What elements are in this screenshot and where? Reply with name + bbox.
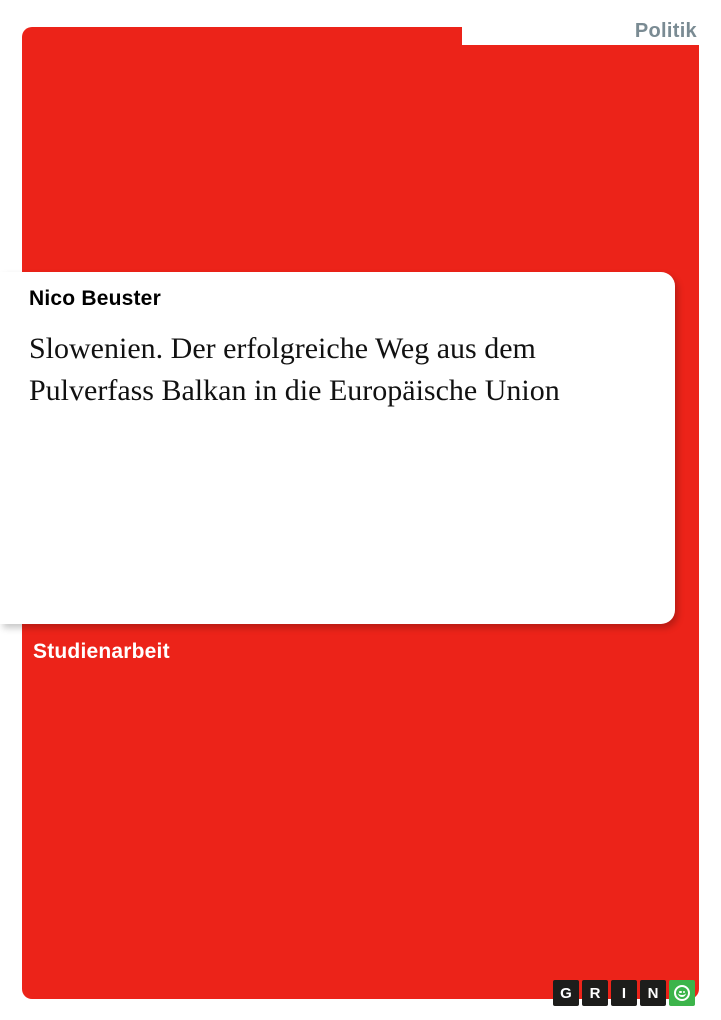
title-card: [0, 272, 675, 624]
category-label: Politik: [634, 20, 697, 42]
grin-publisher-logo: [553, 980, 695, 1006]
logo-letter-g: G: [553, 980, 579, 1006]
smiley-icon: [669, 980, 695, 1006]
document-type-label: Studienarbeit: [33, 640, 170, 663]
logo-letter-n: N: [640, 980, 666, 1006]
logo-letter-i: I: [611, 980, 637, 1006]
author-name: Nico Beuster: [29, 287, 161, 310]
logo-letter-r: R: [582, 980, 608, 1006]
page-title: Slowenien. Der erfolgreiche Weg aus dem Pulverfass Balkan in die Europäische Union: [29, 332, 560, 407]
